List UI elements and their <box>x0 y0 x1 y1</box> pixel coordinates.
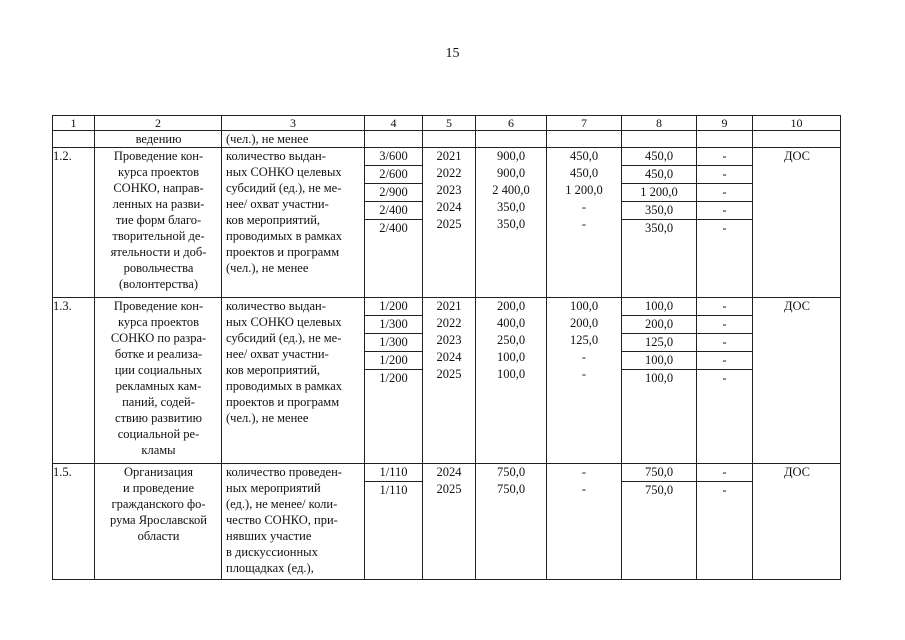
indicator-line: проводимых в рамках <box>226 229 343 243</box>
value: 100,0 <box>622 298 696 316</box>
value: 1/200 <box>379 371 408 385</box>
name-line: СОНКО, направ- <box>113 181 204 195</box>
value: - <box>697 202 752 220</box>
indicator-line: ков мероприятий, <box>226 213 321 227</box>
federal-cell <box>547 148 622 298</box>
year-cell <box>423 464 476 580</box>
year: 2021 <box>436 299 462 313</box>
year: 2024 <box>436 350 462 364</box>
name-line: творительной де- <box>112 229 205 243</box>
year: 2023 <box>436 333 462 347</box>
value: - <box>697 464 752 482</box>
other-cell <box>697 298 753 464</box>
indicator-cell <box>222 464 365 580</box>
value: 400,0 <box>496 316 526 330</box>
value: 125,0 <box>569 333 599 347</box>
table-row <box>53 464 841 580</box>
indicator-line: (чел.), не менее <box>226 261 309 275</box>
name-line: рума Ярославской <box>110 513 207 527</box>
header-cell: 6 <box>476 116 547 131</box>
value: 1/200 <box>365 352 422 370</box>
table-row <box>53 148 841 298</box>
value: 1/300 <box>365 334 422 352</box>
value: - <box>697 298 752 316</box>
name-line: тие форм благо- <box>115 213 202 227</box>
year: 2025 <box>436 217 462 231</box>
name-line: ровольчества <box>123 261 194 275</box>
year: 2023 <box>436 183 462 197</box>
value: 450,0 <box>622 166 696 184</box>
value: 1 200,0 <box>565 183 603 197</box>
indicator-cell <box>222 131 365 148</box>
value: - <box>581 465 587 479</box>
value: - <box>581 217 587 231</box>
value: 200,0 <box>569 316 599 330</box>
value: 1/300 <box>365 316 422 334</box>
value: 3/600 <box>365 148 422 166</box>
value: 750,0 <box>622 464 696 482</box>
indicator-line: субсидий (ед.), не ме- <box>226 181 342 195</box>
executor-cell <box>753 464 841 580</box>
value: 100,0 <box>496 367 526 381</box>
header-cell: 4 <box>365 116 423 131</box>
name-line: курса проектов <box>117 315 200 329</box>
name-cell <box>95 298 222 464</box>
executor: ДОС <box>783 465 811 479</box>
value: 2/900 <box>365 184 422 202</box>
count-cell <box>365 148 423 298</box>
indicator-line: проектов и программ <box>226 395 340 409</box>
indicator-line: количество выдан- <box>226 149 326 163</box>
header-cell: 3 <box>222 116 365 131</box>
name-cell <box>95 131 222 148</box>
value: 900,0 <box>496 149 526 163</box>
value: - <box>697 334 752 352</box>
value: - <box>581 482 587 496</box>
program-table <box>52 115 841 580</box>
value: 350,0 <box>644 221 674 235</box>
header-cell: 5 <box>423 116 476 131</box>
year: 2022 <box>436 316 462 330</box>
indicator-line: ных СОНКО целевых <box>226 315 342 329</box>
header-cell: 1 <box>53 116 95 131</box>
value: 2/600 <box>365 166 422 184</box>
indicator-line: проводимых в рамках <box>226 379 343 393</box>
page-number: 15 <box>445 46 460 61</box>
name-line: ции социальных <box>114 363 203 377</box>
value: - <box>697 316 752 334</box>
value: - <box>697 352 752 370</box>
year: 2025 <box>436 482 462 496</box>
name-line: области <box>137 529 180 543</box>
other-cell <box>697 464 753 580</box>
value: - <box>697 166 752 184</box>
indicator-line: количество проведен- <box>226 465 342 479</box>
table-row <box>53 298 841 464</box>
name-line: курса проектов <box>117 165 200 179</box>
value: 2/400 <box>379 221 408 235</box>
indicator-line: площадках (ед.), <box>226 561 314 575</box>
indicator-line: (ед.), не менее/ коли- <box>226 497 338 511</box>
indicator-line: в дискуссионных <box>226 545 318 559</box>
header-row <box>53 116 841 131</box>
year-cell <box>423 298 476 464</box>
indicator-text: (чел.), не менее <box>226 132 309 146</box>
indicator-line: количество выдан- <box>226 299 326 313</box>
name-line: ленных на разви- <box>112 197 205 211</box>
name-line: гражданского фо- <box>111 497 206 511</box>
indicator-line: ных СОНКО целевых <box>226 165 342 179</box>
header-cell: 2 <box>95 116 222 131</box>
value: 450,0 <box>622 148 696 166</box>
value: 750,0 <box>496 465 526 479</box>
name-line: Проведение кон- <box>113 299 204 313</box>
value: 1/200 <box>365 298 422 316</box>
value: - <box>581 367 587 381</box>
year: 2022 <box>436 166 462 180</box>
indicator-line: нее/ охват участни- <box>226 197 329 211</box>
value: - <box>697 148 752 166</box>
federal-cell <box>547 464 622 580</box>
regional-cell <box>622 464 697 580</box>
value: 750,0 <box>496 482 526 496</box>
regional-cell <box>622 148 697 298</box>
indicator-line: ков мероприятий, <box>226 363 321 377</box>
value: 750,0 <box>644 483 674 497</box>
name-line: Организация <box>124 465 193 479</box>
value: - <box>722 221 727 235</box>
row-number: 1.5. <box>53 464 95 580</box>
name-cell <box>95 464 222 580</box>
value: 350,0 <box>496 217 526 231</box>
indicator-line: проектов и программ <box>226 245 340 259</box>
value: 100,0 <box>644 371 674 385</box>
count-cell <box>365 298 423 464</box>
indicator-line: чество СОНКО, при- <box>226 513 338 527</box>
indicator-cell <box>222 148 365 298</box>
header-cell: 7 <box>547 116 622 131</box>
year: 2024 <box>436 465 462 479</box>
value: 350,0 <box>496 200 526 214</box>
name-text: ведению <box>135 132 182 146</box>
value: 100,0 <box>569 299 599 313</box>
value: 100,0 <box>496 350 526 364</box>
total-cell <box>476 148 547 298</box>
year: 2021 <box>436 149 462 163</box>
value: 900,0 <box>496 166 526 180</box>
value: - <box>697 184 752 202</box>
header-cell: 9 <box>697 116 753 131</box>
value: 200,0 <box>622 316 696 334</box>
total-cell <box>476 464 547 580</box>
indicator-cell <box>222 298 365 464</box>
value: - <box>581 200 587 214</box>
regional-cell <box>622 298 697 464</box>
row-number: 1.3. <box>53 298 95 464</box>
indicator-line: (чел.), не менее <box>226 411 309 425</box>
name-line: социальной ре- <box>117 427 200 441</box>
year: 2024 <box>436 200 462 214</box>
indicator-line: нее/ охват участни- <box>226 347 329 361</box>
value: 2/400 <box>365 202 422 220</box>
year: 2025 <box>436 367 462 381</box>
name-line: (волонтерства) <box>119 277 198 291</box>
year-cell <box>423 148 476 298</box>
value: 450,0 <box>569 149 599 163</box>
name-cell <box>95 148 222 298</box>
name-line: СОНКО по разра- <box>110 331 207 345</box>
count-cell <box>365 464 423 580</box>
name-line: ботке и реализа- <box>114 347 203 361</box>
header-cell: 8 <box>622 116 697 131</box>
value: 125,0 <box>622 334 696 352</box>
value: - <box>581 350 587 364</box>
name-line: рекламных кам- <box>115 379 202 393</box>
name-line: кламы <box>141 443 176 457</box>
header-cell: 10 <box>753 116 841 131</box>
value: 1/110 <box>379 483 408 497</box>
executor: ДОС <box>783 299 811 313</box>
value: - <box>722 483 727 497</box>
value: - <box>722 371 727 385</box>
indicator-line: нявших участие <box>226 529 312 543</box>
indicator-line: субсидий (ед.), не ме- <box>226 331 342 345</box>
num-cell <box>53 131 95 148</box>
other-cell <box>697 148 753 298</box>
continuation-row <box>53 131 841 148</box>
value: 2 400,0 <box>492 183 530 197</box>
row-number: 1.2. <box>53 148 95 298</box>
name-line: паний, содей- <box>122 395 195 409</box>
value: 100,0 <box>622 352 696 370</box>
value: 1 200,0 <box>622 184 696 202</box>
name-line: ствию развитию <box>115 411 202 425</box>
value: 1/110 <box>365 464 422 482</box>
executor-cell <box>753 148 841 298</box>
total-cell <box>476 298 547 464</box>
value: 350,0 <box>622 202 696 220</box>
value: 450,0 <box>569 166 599 180</box>
name-line: ятельности и доб- <box>110 245 207 259</box>
federal-cell <box>547 298 622 464</box>
value: 200,0 <box>496 299 526 313</box>
executor: ДОС <box>783 149 811 163</box>
executor-cell <box>753 298 841 464</box>
name-line: и проведение <box>122 481 195 495</box>
value: 250,0 <box>496 333 526 347</box>
name-line: Проведение кон- <box>113 149 204 163</box>
indicator-line: ных мероприятий <box>226 481 321 495</box>
